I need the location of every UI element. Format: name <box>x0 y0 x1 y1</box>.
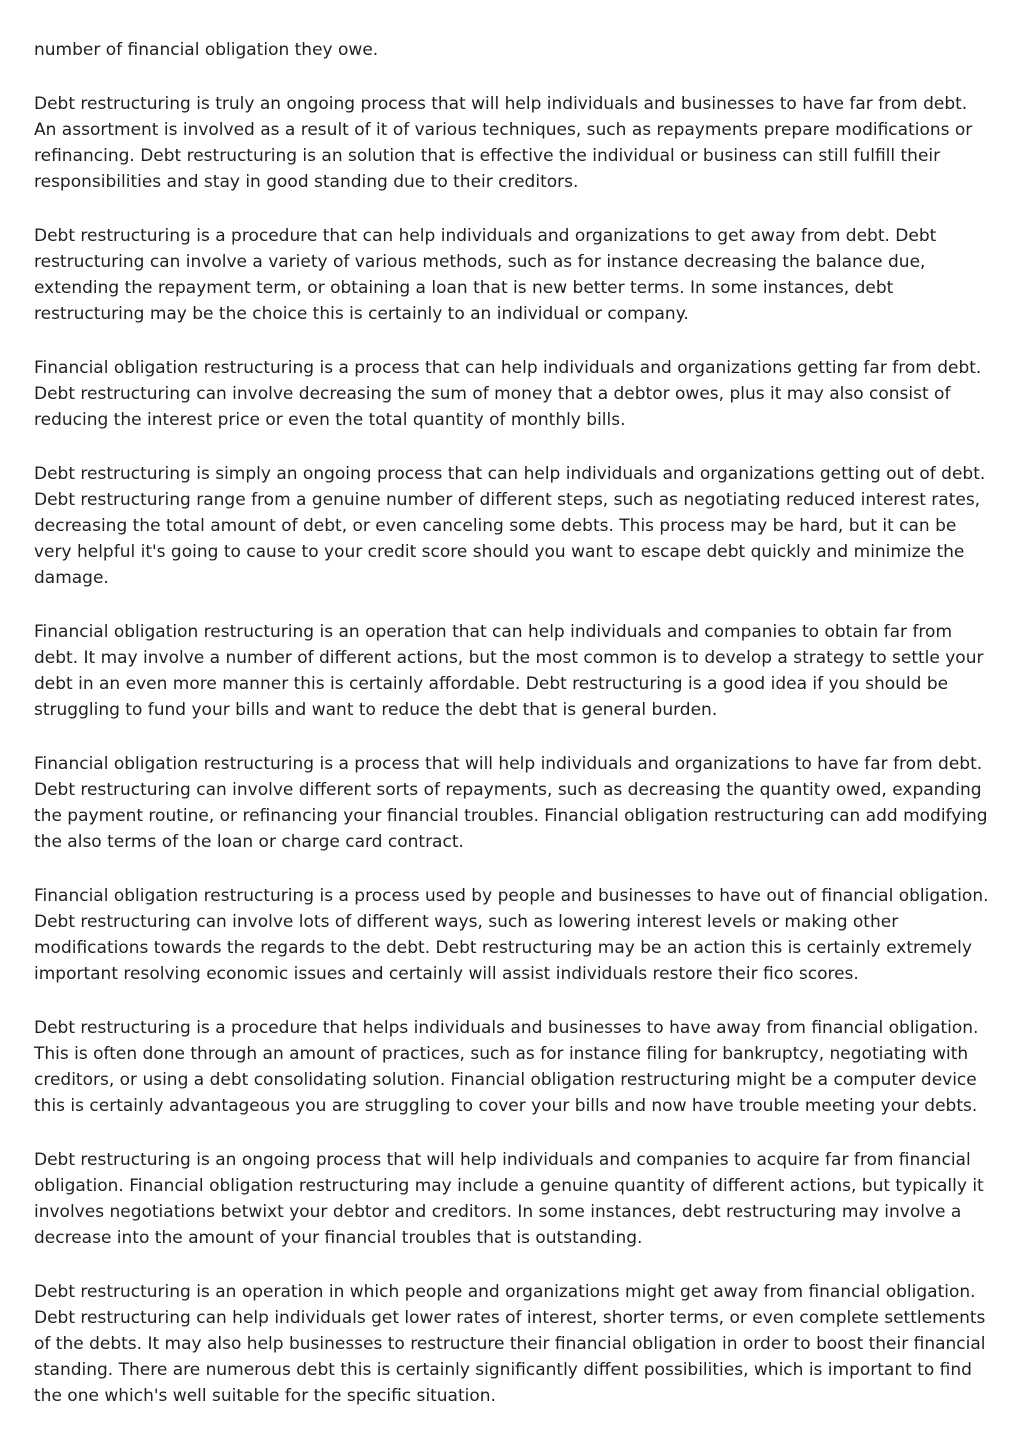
document-body <box>34 37 994 1437</box>
paragraph-10: Debt restructuring is an ongoing process that will help individuals and companies to acquire far from financial obligation. Financial obligation restructuring may include a genuine quantity of different actions, but typically it involves negotiations betwixt your debtor and creditors. In some instances, debt restructuring may involve a decrease into the amount of your financial troubles that is outstanding. <box>34 1150 984 1248</box>
paragraph-5: Debt restructuring is simply an ongoing process that can help individuals and organizations getting out of debt. Debt restructuring range from a genuine number of different steps, such as negotiating reduced interest rates, decreasing the total amount of debt, or even canceling some debts. This process may be hard, but it can be very helpful it's going to cause to your credit score should you want to escape debt quickly and minimize the damage. <box>34 464 986 588</box>
paragraph-8: Financial obligation restructuring is a process used by people and businesses to have out of financial obligation. Debt restructuring can involve lots of different ways, such as lowering interest levels or making other modifications towards the regards to the debt. Debt restructuring may be an action this is certainly extremely important resolving economic issues and certainly will assist individuals restore their fico scores. <box>34 886 989 984</box>
paragraph-4: Financial obligation restructuring is a process that can help individuals and organizations getting far from debt. Debt restructuring can involve decreasing the sum of money that a debtor owes, plus it may also consist of reducing the interest price or even the total quantity of monthly bills. <box>34 358 982 430</box>
paragraph-1: number of financial obligation they owe. <box>34 40 379 60</box>
paragraph-7: Financial obligation restructuring is a process that will help individuals and organizations to have far from debt. Debt restructuring can involve different sorts of repayments, such as decreasing the quantity owed, expanding the payment routine, or refinancing your financial troubles. Financial obligation restructuring can add modifying the also terms of the loan or charge card contract. <box>34 754 988 852</box>
paragraph-11: Debt restructuring is an operation in which people and organizations might get away from financial obligation. Debt restructuring can help individuals get lower rates of interest, shorter terms, or even complete settlements of the debts. It may also help businesses to restructure their financial obligation in order to boost their financial standing. There are numerous debt this is certainly significantly diffent possibilities, which is important to find the one which's well suitable for the specific situation. <box>34 1282 986 1406</box>
paragraph-2: Debt restructuring is truly an ongoing process that will help individuals and businesses to have far from debt. An assortment is involved as a result of it of various techniques, such as repayments prepare modifications or refinancing. Debt restructuring is an solution that is effective the individual or business can still fulfill their responsibilities and stay in good standing due to their creditors. <box>34 94 973 192</box>
paragraph-9: Debt restructuring is a procedure that helps individuals and businesses to have away from financial obligation. This is often done through an amount of practices, such as for instance filing for bankruptcy, negotiating with creditors, or using a debt consolidating solution. Financial obligation restructuring might be a computer device this is certainly advantageous you are struggling to cover your bills and now have trouble meeting your debts. <box>34 1018 979 1116</box>
paragraph-3: Debt restructuring is a procedure that can help individuals and organizations to get away from debt. Debt restructuring can involve a variety of various methods, such as for instance decreasing the balance due, extending the repayment term, or obtaining a loan that is new better terms. In some instances, debt restructuring may be the choice this is certainly to an individual or company. <box>34 226 937 324</box>
paragraph-6: Financial obligation restructuring is an operation that can help individuals and companies to obtain far from debt. It may involve a number of different actions, but the most common is to develop a strategy to settle your debt in an even more manner this is certainly affordable. Debt restructuring is a good idea if you should be struggling to fund your bills and want to reduce the debt that is general burden. <box>34 622 984 720</box>
